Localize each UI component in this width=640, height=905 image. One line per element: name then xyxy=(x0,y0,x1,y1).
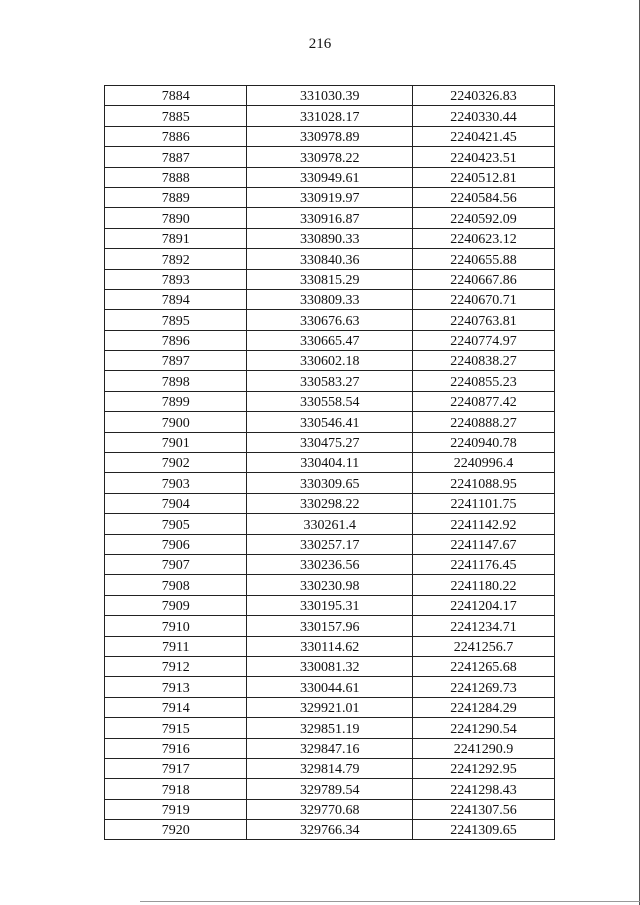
table-row xyxy=(105,126,555,146)
point-number-cell: 7903 xyxy=(105,473,247,493)
point-number-cell: 7906 xyxy=(105,534,247,554)
point-number-cell: 7908 xyxy=(105,575,247,595)
point-number-cell: 7919 xyxy=(105,799,247,819)
table-body xyxy=(105,86,555,840)
y-coordinate-cell: 2240774.97 xyxy=(413,330,555,350)
y-coordinate-cell: 2241284.29 xyxy=(413,697,555,717)
x-coordinate-cell: 330230.98 xyxy=(247,575,413,595)
table-row xyxy=(105,595,555,615)
x-coordinate-cell: 329851.19 xyxy=(247,718,413,738)
y-coordinate-cell: 2241101.75 xyxy=(413,493,555,513)
y-coordinate-cell: 2241298.43 xyxy=(413,779,555,799)
x-coordinate-cell: 330404.11 xyxy=(247,453,413,473)
x-coordinate-cell: 330081.32 xyxy=(247,656,413,676)
y-coordinate-cell: 2240623.12 xyxy=(413,228,555,248)
point-number-cell: 7889 xyxy=(105,187,247,207)
point-number-cell: 7890 xyxy=(105,208,247,228)
y-coordinate-cell: 2240423.51 xyxy=(413,147,555,167)
y-coordinate-cell: 2241204.17 xyxy=(413,595,555,615)
y-coordinate-cell: 2241290.9 xyxy=(413,738,555,758)
y-coordinate-cell: 2240421.45 xyxy=(413,126,555,146)
y-coordinate-cell: 2241307.56 xyxy=(413,799,555,819)
x-coordinate-cell: 329770.68 xyxy=(247,799,413,819)
y-coordinate-cell: 2241256.7 xyxy=(413,636,555,656)
x-coordinate-cell: 330546.41 xyxy=(247,412,413,432)
x-coordinate-cell: 330558.54 xyxy=(247,391,413,411)
y-coordinate-cell: 2241292.95 xyxy=(413,758,555,778)
y-coordinate-cell: 2240855.23 xyxy=(413,371,555,391)
y-coordinate-cell: 2240584.56 xyxy=(413,187,555,207)
point-number-cell: 7913 xyxy=(105,677,247,697)
x-coordinate-cell: 330583.27 xyxy=(247,371,413,391)
x-coordinate-cell: 330602.18 xyxy=(247,351,413,371)
x-coordinate-cell: 330236.56 xyxy=(247,554,413,574)
point-number-cell: 7886 xyxy=(105,126,247,146)
x-coordinate-cell: 330890.33 xyxy=(247,228,413,248)
y-coordinate-cell: 2241309.65 xyxy=(413,820,555,840)
table-row xyxy=(105,554,555,574)
y-coordinate-cell: 2241142.92 xyxy=(413,514,555,534)
table-row xyxy=(105,514,555,534)
page-number: 216 xyxy=(308,36,332,52)
table-row xyxy=(105,147,555,167)
x-coordinate-cell: 329847.16 xyxy=(247,738,413,758)
point-number-cell: 7911 xyxy=(105,636,247,656)
y-coordinate-cell: 2240326.83 xyxy=(413,86,555,106)
table-row xyxy=(105,718,555,738)
y-coordinate-cell: 2241234.71 xyxy=(413,616,555,636)
table-row xyxy=(105,636,555,656)
coordinates-table xyxy=(104,85,555,840)
point-number-cell: 7894 xyxy=(105,289,247,309)
scan-edge-bottom xyxy=(140,901,640,902)
point-number-cell: 7909 xyxy=(105,595,247,615)
table-row xyxy=(105,167,555,187)
point-number-cell: 7920 xyxy=(105,820,247,840)
x-coordinate-cell: 331030.39 xyxy=(247,86,413,106)
table-row xyxy=(105,391,555,411)
x-coordinate-cell: 330676.63 xyxy=(247,310,413,330)
point-number-cell: 7892 xyxy=(105,249,247,269)
x-coordinate-cell: 330809.33 xyxy=(247,289,413,309)
y-coordinate-cell: 2241265.68 xyxy=(413,656,555,676)
y-coordinate-cell: 2240877.42 xyxy=(413,391,555,411)
x-coordinate-cell: 330815.29 xyxy=(247,269,413,289)
y-coordinate-cell: 2241290.54 xyxy=(413,718,555,738)
x-coordinate-cell: 330157.96 xyxy=(247,616,413,636)
point-number-cell: 7916 xyxy=(105,738,247,758)
table-row xyxy=(105,106,555,126)
x-coordinate-cell: 329789.54 xyxy=(247,779,413,799)
y-coordinate-cell: 2241147.67 xyxy=(413,534,555,554)
table-row xyxy=(105,616,555,636)
x-coordinate-cell: 330916.87 xyxy=(247,208,413,228)
x-coordinate-cell: 330665.47 xyxy=(247,330,413,350)
table-row xyxy=(105,453,555,473)
point-number-cell: 7900 xyxy=(105,412,247,432)
table-row xyxy=(105,473,555,493)
point-number-cell: 7896 xyxy=(105,330,247,350)
point-number-cell: 7891 xyxy=(105,228,247,248)
table-row xyxy=(105,432,555,452)
y-coordinate-cell: 2240330.44 xyxy=(413,106,555,126)
x-coordinate-cell: 330257.17 xyxy=(247,534,413,554)
point-number-cell: 7901 xyxy=(105,432,247,452)
x-coordinate-cell: 330475.27 xyxy=(247,432,413,452)
y-coordinate-cell: 2241088.95 xyxy=(413,473,555,493)
point-number-cell: 7907 xyxy=(105,554,247,574)
table-row xyxy=(105,351,555,371)
table-row xyxy=(105,269,555,289)
x-coordinate-cell: 330949.61 xyxy=(247,167,413,187)
x-coordinate-cell: 330919.97 xyxy=(247,187,413,207)
table-row xyxy=(105,779,555,799)
y-coordinate-cell: 2240655.88 xyxy=(413,249,555,269)
x-coordinate-cell: 330978.22 xyxy=(247,147,413,167)
y-coordinate-cell: 2241269.73 xyxy=(413,677,555,697)
y-coordinate-cell: 2240940.78 xyxy=(413,432,555,452)
y-coordinate-cell: 2241176.45 xyxy=(413,554,555,574)
point-number-cell: 7904 xyxy=(105,493,247,513)
table-row xyxy=(105,575,555,595)
point-number-cell: 7887 xyxy=(105,147,247,167)
table-row xyxy=(105,534,555,554)
y-coordinate-cell: 2241180.22 xyxy=(413,575,555,595)
y-coordinate-cell: 2240888.27 xyxy=(413,412,555,432)
y-coordinate-cell: 2240996.4 xyxy=(413,453,555,473)
y-coordinate-cell: 2240763.81 xyxy=(413,310,555,330)
x-coordinate-cell: 331028.17 xyxy=(247,106,413,126)
point-number-cell: 7885 xyxy=(105,106,247,126)
table-row xyxy=(105,758,555,778)
point-number-cell: 7897 xyxy=(105,351,247,371)
table-row xyxy=(105,86,555,106)
point-number-cell: 7917 xyxy=(105,758,247,778)
point-number-cell: 7884 xyxy=(105,86,247,106)
y-coordinate-cell: 2240667.86 xyxy=(413,269,555,289)
x-coordinate-cell: 329814.79 xyxy=(247,758,413,778)
y-coordinate-cell: 2240838.27 xyxy=(413,351,555,371)
point-number-cell: 7893 xyxy=(105,269,247,289)
y-coordinate-cell: 2240512.81 xyxy=(413,167,555,187)
x-coordinate-cell: 330298.22 xyxy=(247,493,413,513)
x-coordinate-cell: 329766.34 xyxy=(247,820,413,840)
table-row xyxy=(105,697,555,717)
x-coordinate-cell: 330309.65 xyxy=(247,473,413,493)
point-number-cell: 7912 xyxy=(105,656,247,676)
table-row xyxy=(105,228,555,248)
x-coordinate-cell: 330114.62 xyxy=(247,636,413,656)
table-row xyxy=(105,799,555,819)
table-row xyxy=(105,208,555,228)
table-row xyxy=(105,310,555,330)
point-number-cell: 7902 xyxy=(105,453,247,473)
table-row xyxy=(105,493,555,513)
table-row xyxy=(105,677,555,697)
table-row xyxy=(105,289,555,309)
point-number-cell: 7918 xyxy=(105,779,247,799)
table-row xyxy=(105,249,555,269)
point-number-cell: 7905 xyxy=(105,514,247,534)
x-coordinate-cell: 330195.31 xyxy=(247,595,413,615)
x-coordinate-cell: 330261.4 xyxy=(247,514,413,534)
table-row xyxy=(105,412,555,432)
table-row xyxy=(105,820,555,840)
point-number-cell: 7895 xyxy=(105,310,247,330)
y-coordinate-cell: 2240670.71 xyxy=(413,289,555,309)
point-number-cell: 7898 xyxy=(105,371,247,391)
point-number-cell: 7915 xyxy=(105,718,247,738)
y-coordinate-cell: 2240592.09 xyxy=(413,208,555,228)
x-coordinate-cell: 330978.89 xyxy=(247,126,413,146)
table-row xyxy=(105,187,555,207)
point-number-cell: 7910 xyxy=(105,616,247,636)
table-row xyxy=(105,330,555,350)
x-coordinate-cell: 329921.01 xyxy=(247,697,413,717)
x-coordinate-cell: 330044.61 xyxy=(247,677,413,697)
table-row xyxy=(105,738,555,758)
point-number-cell: 7899 xyxy=(105,391,247,411)
point-number-cell: 7888 xyxy=(105,167,247,187)
table-row xyxy=(105,656,555,676)
x-coordinate-cell: 330840.36 xyxy=(247,249,413,269)
table-row xyxy=(105,371,555,391)
point-number-cell: 7914 xyxy=(105,697,247,717)
